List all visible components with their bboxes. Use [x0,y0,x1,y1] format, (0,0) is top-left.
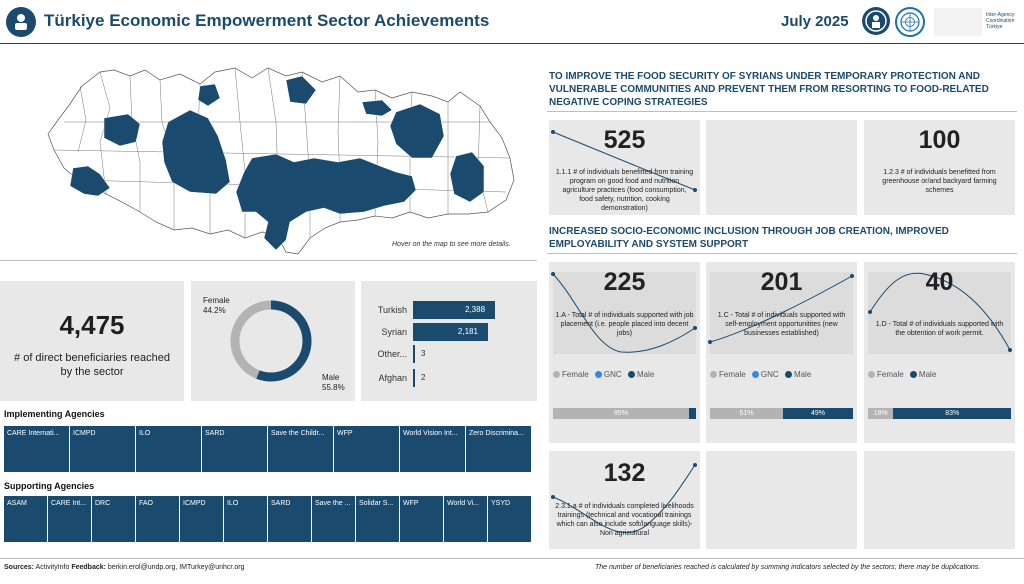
indicator-label: 1.1.1 # of individuals benefitted from training program on good food and nutrition agriculture practices (food consumption, food safety, nutrition, cooking demonstration) [555,169,694,212]
gender-legend [868,370,936,379]
footer-sources [4,564,244,571]
legend-female: Female [719,370,746,379]
iac-logo-text: Inter-Agency Coordination Türkiye [986,12,1015,30]
indicator-card[interactable] [549,120,700,215]
legend-male: Male [793,370,812,379]
gender-split-bar[interactable] [553,408,696,419]
legend-male: Male [918,370,937,379]
indicator-label: 1.C - Total # of individuals supported with self-employment opportunitites (new businesses established) [717,312,846,337]
agency-tile[interactable]: ILO [136,426,201,472]
agency-tile[interactable]: World Vi... [444,496,487,542]
nationality-bar [413,345,415,363]
indicator-label: 1.D - Total # of individuals supported with the obtention of work permit. [875,321,1004,337]
legend-gnc: GNC [603,370,622,379]
footer-divider [0,558,1024,559]
agency-tile[interactable]: WFP [334,426,399,472]
nationality-row[interactable] [361,300,537,320]
agency-tile[interactable]: ICMPD [70,426,135,472]
legend-female: Female [877,370,904,379]
agency-tile[interactable]: CARE Int... [48,496,91,542]
male-dot-icon [910,371,917,378]
indicator-value: 201 [760,268,803,296]
male-dot-icon [785,371,792,378]
agency-tile[interactable]: CARE Internati... [4,426,69,472]
indicator-value: 225 [603,268,646,296]
nationality-row[interactable] [361,368,537,388]
nationality-bar [413,369,415,387]
indicator-card-empty [706,120,857,215]
nationality-value: 3 [421,349,426,358]
male-label: Male [322,373,340,382]
agency-tile[interactable]: Save the Childr... [268,426,333,472]
nationality-name: Syrian [381,327,407,337]
gender-legend [553,370,654,379]
gnc-dot-icon [752,371,759,378]
indicator-card[interactable] [549,451,700,549]
indicator-label: 1.2.3 # of individuals benefitted from greenhouse or/and backyard farming schemes [882,169,997,194]
kpi-value: 4,475 [59,310,125,340]
report-date: July 2025 [781,13,849,30]
nationality-name: Afghan [378,373,407,383]
map-hint: Hover on the map to see more details. [392,241,511,248]
gender-split-bar[interactable] [868,408,1011,419]
partner-logo-icon [862,7,890,35]
indicator-value: 525 [603,126,646,154]
female-dot-icon [553,371,560,378]
agency-tile[interactable]: Solidar S... [356,496,399,542]
split-segment [689,408,696,419]
agency-tile[interactable]: Save the ... [312,496,355,542]
feedback-label: Feedback: [71,564,106,571]
gender-legend [710,370,811,379]
nationality-row[interactable] [361,344,537,364]
agency-tile[interactable]: SARD [202,426,267,472]
un-logo-icon [895,7,925,37]
nationality-name: Turkish [377,305,407,315]
male-dot-icon [628,371,635,378]
indicator-card-empty [864,451,1015,549]
feedback-value[interactable]: berkin.erol@undp.org, IMTurkey@unhcr.org [107,564,245,571]
sector-logo-icon [6,7,36,37]
divider [0,260,537,261]
nationality-value: 2,181 [457,327,478,336]
partner-logo-placeholder [934,8,982,36]
sources-label: Sources: [4,564,34,571]
female-label: Female [203,296,230,305]
indicator-card[interactable] [549,262,700,443]
nationality-value: 2 [421,373,426,382]
nationality-name: Other... [377,349,407,359]
header [0,0,1024,44]
female-pct: 44.2% [203,306,226,315]
indicator-card[interactable] [864,262,1015,443]
split-segment: 51% [710,408,783,419]
agency-tile[interactable]: DRC [92,496,135,542]
split-segment: 18% [868,408,893,419]
implementing-agencies-title: Implementing Agencies [4,409,105,419]
split-segment: 83% [893,408,1011,419]
female-dot-icon [868,371,875,378]
nationality-value: 2,388 [465,305,486,314]
agency-tile[interactable]: ASAM [4,496,47,542]
agency-tile[interactable]: Zero Discrimina... [466,426,531,472]
objective-1-title: TO IMPROVE THE FOOD SECURITY OF SYRIANS UNDER TEMPORARY PROTECTION AND VULNERABLE COMMUNITIES AND PREVENT THEM FROM RESORTING TO FOOD-RELATED NEGATIVE COPING STRATEGIES [549,71,989,108]
kpi-total-beneficiaries [0,281,184,401]
indicator-card-empty [706,451,857,549]
divider [547,111,1017,112]
gnc-dot-icon [595,371,602,378]
page-title: Türkiye Economic Empowerment Sector Achievements [44,11,490,30]
indicator-card[interactable] [864,120,1015,215]
footer-note: The number of beneficiaries reached is calculated by summing indicators selected by the sectors; there may be duplications. [595,564,981,571]
female-dot-icon [710,371,717,378]
nationality-bar-chart[interactable] [361,281,537,401]
kpi-label: # of direct beneficiaries reached by the sector [14,352,170,378]
sources-value: ActivityInfo [35,564,70,571]
agency-tile[interactable]: FAO [136,496,179,542]
divider [547,253,1017,254]
supporting-agencies-title: Supporting Agencies [4,481,95,491]
indicator-value: 40 [925,268,954,296]
objective-2-title: INCREASED SOCIO-ECONOMIC INCLUSION THROUGH JOB CREATION, IMPROVED EMPLOYABILITY AND SYSTEM SUPPORT [549,226,949,250]
indicator-card[interactable] [706,262,857,443]
indicator-label: 1.A - Total # of individuals supported with job placement (i.e. people placed into decent jobs) [555,312,694,337]
male-pct: 55.8% [322,383,345,392]
indicator-value: 100 [918,126,961,154]
agency-tile[interactable]: ILO [224,496,267,542]
indicator-label: 2.3.1.a # of individuals completed livelihoods trainings (technical and vocational trainings which can also include soft/language skills)- Non agricultural [555,503,694,537]
split-segment: 49% [783,408,853,419]
agency-tile[interactable]: YSYD [488,496,531,542]
gender-split-bar[interactable] [710,408,853,419]
turkey-provinces-map[interactable] [40,62,520,262]
agency-tile[interactable]: ICMPD [180,496,223,542]
indicator-value: 132 [603,459,646,487]
split-segment: 95% [553,408,689,419]
agency-tile[interactable]: WFP [400,496,443,542]
legend-gnc: GNC [760,370,779,379]
legend-male: Male [636,370,655,379]
nationality-row[interactable] [361,322,537,342]
agency-tile[interactable]: World Vision Int... [400,426,465,472]
legend-female: Female [562,370,589,379]
agency-tile[interactable]: SARD [268,496,311,542]
gender-donut-chart[interactable] [191,281,355,401]
